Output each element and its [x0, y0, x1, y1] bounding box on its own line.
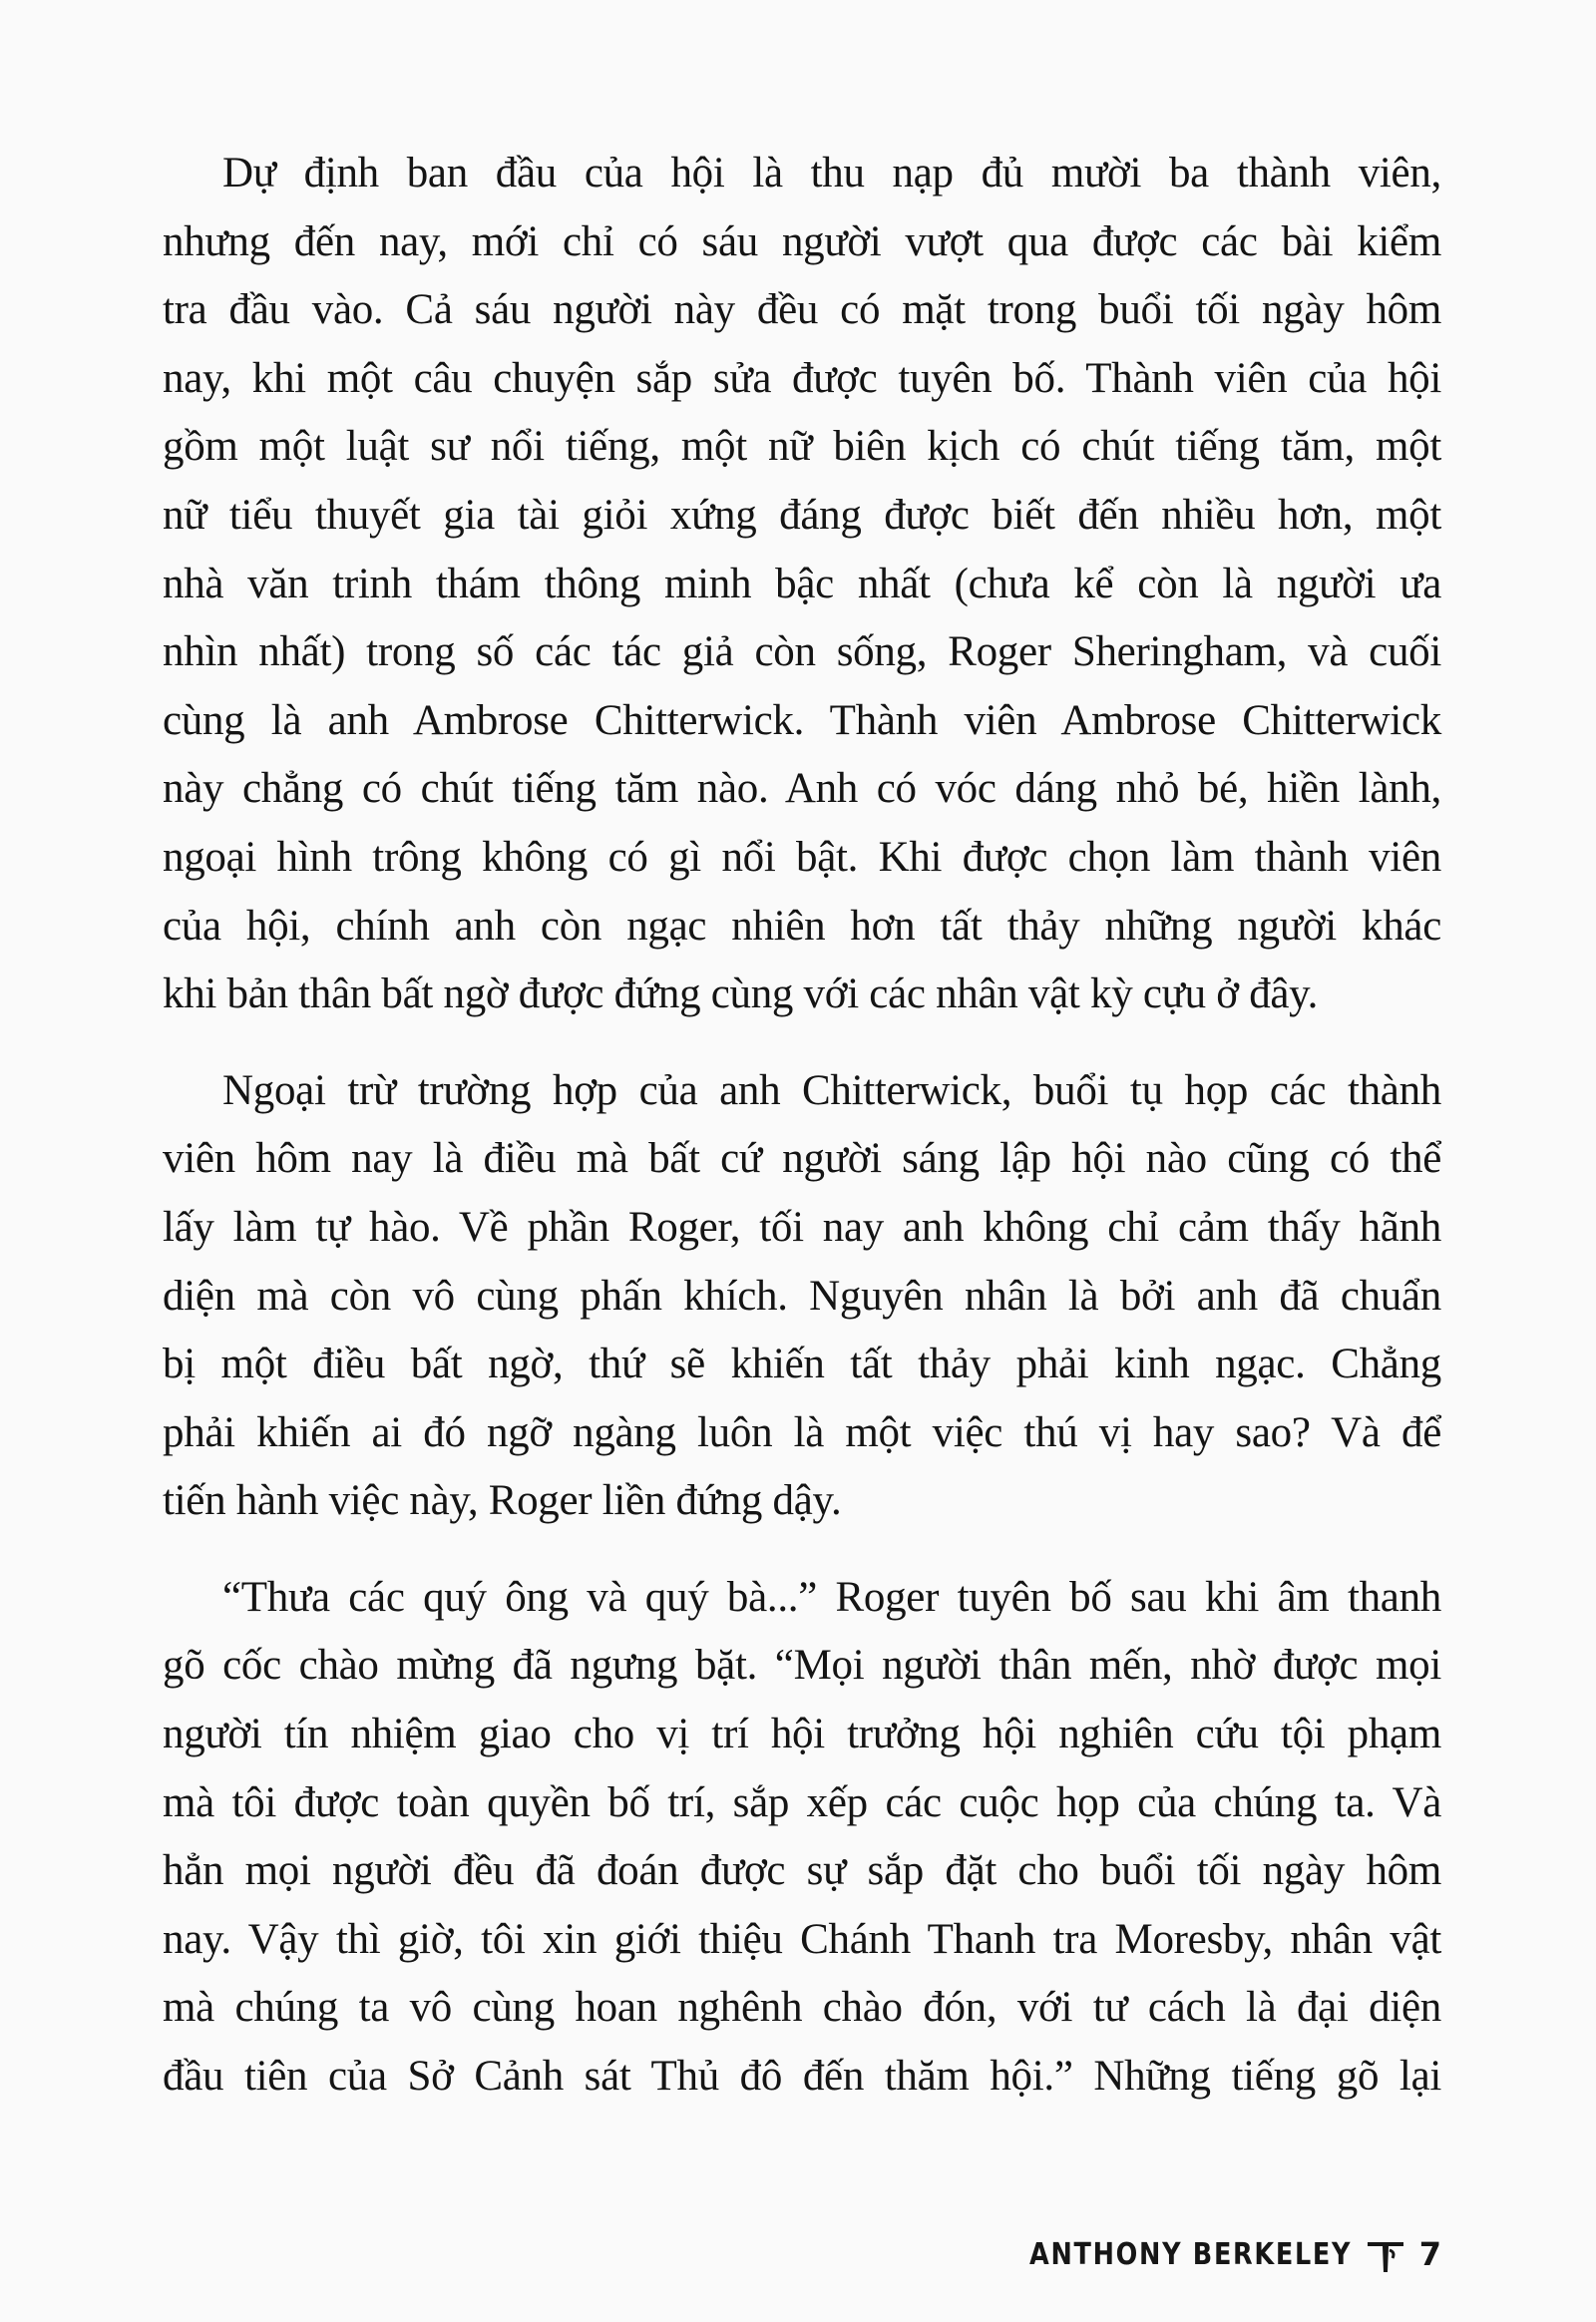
text-line: nhìn nhất) trong số các tác giả còn sống, Roger Sheringham, và cuối [163, 628, 1441, 676]
text-line: nay. Vậy thì giờ, tôi xin giới thiệu Chánh Thanh tra Moresby, nhân vật [163, 1915, 1441, 1963]
page-body [163, 140, 1441, 2139]
text-line: Dự định ban đầu của hội là thu nạp đủ mười ba thành viên, [222, 150, 1441, 196]
text-line: phải khiến ai đó ngỡ ngàng luôn là một việc thú vị hay sao? Và để [163, 1408, 1441, 1456]
page-footer [973, 2232, 1441, 2276]
page-number: 7 [1418, 2235, 1441, 2273]
text-line: “Thưa các quý ông và quý bà...” Roger tuyên bố sau khi âm thanh [222, 1573, 1441, 1621]
text-line: người tín nhiệm giao cho vị trí hội trưởng hội nghiên cứu tội phạm [163, 1711, 1441, 1758]
text-line: nhà văn trinh thám thông minh bậc nhất (chưa kể còn là người ưa [163, 560, 1441, 607]
paragraph [163, 140, 1441, 1029]
text-line: khi bản thân bất ngờ được đứng cùng với các nhân vật kỳ cựu ở đây. [163, 970, 1319, 1018]
text-line: tiến hành việc này, Roger liền đứng dậy. [163, 1477, 842, 1525]
text-line: viên hôm nay là điều mà bất cứ người sáng lập hội nào cũng có thể [163, 1135, 1441, 1183]
text-line: gõ cốc chào mừng đã ngưng bặt. “Mọi người thân mến, nhờ được mọi [163, 1642, 1441, 1690]
paragraph [163, 1564, 1441, 2112]
paragraph [163, 1057, 1441, 1536]
text-line: Ngoại trừ trường hợp của anh Chitterwick, buổi tụ họp các thành [222, 1066, 1441, 1114]
text-line: mà tôi được toàn quyền bố trí, sắp xếp các cuộc họp của chúng ta. Và [163, 1778, 1441, 1826]
text-line: diện mà còn vô cùng phấn khích. Nguyên nhân là bởi anh đã chuẩn [163, 1272, 1441, 1320]
text-line: này chẳng có chút tiếng tăm nào. Anh có vóc dáng nhỏ bé, hiền lành, [163, 765, 1441, 813]
publisher-logo-icon [1366, 2232, 1405, 2276]
text-line: của hội, chính anh còn ngạc nhiên hơn tất thảy những người khác [163, 902, 1441, 950]
text-line: ngoại hình trông không có gì nổi bật. Khi được chọn làm thành viên [163, 833, 1441, 881]
text-line: tra đầu vào. Cả sáu người này đều có mặt trong buổi tối ngày hôm [163, 286, 1441, 334]
text-line: nay, khi một câu chuyện sắp sửa được tuyên bố. Thành viên của hội [163, 354, 1441, 402]
text-line: mà chúng ta vô cùng hoan nghênh chào đón, với tư cách là đại diện [163, 1984, 1441, 2032]
text-line: gồm một luật sư nổi tiếng, một nữ biên kịch có chút tiếng tăm, một [163, 423, 1441, 471]
text-line: nữ tiểu thuyết gia tài giỏi xứng đáng được biết đến nhiều hơn, một [163, 491, 1441, 539]
text-line: đầu tiên của Sở Cảnh sát Thủ đô đến thăm hội.” Những tiếng gõ lại [163, 2053, 1441, 2101]
text-line: cùng là anh Ambrose Chitterwick. Thành viên Ambrose Chitterwick [163, 696, 1441, 744]
text-line: hẳn mọi người đều đã đoán được sự sắp đặt cho buổi tối ngày hôm [163, 1847, 1441, 1895]
text-line: lấy làm tự hào. Về phần Roger, tối nay anh không chỉ cảm thấy hãnh [163, 1203, 1441, 1251]
text-line: nhưng đến nay, mới chỉ có sáu người vượt qua được các bài kiểm [163, 217, 1441, 265]
text-line: bị một điều bất ngờ, thứ sẽ khiến tất thảy phải kinh ngạc. Chẳng [163, 1341, 1441, 1388]
running-footer-author: ANTHONY BERKELEY [1028, 2236, 1352, 2272]
